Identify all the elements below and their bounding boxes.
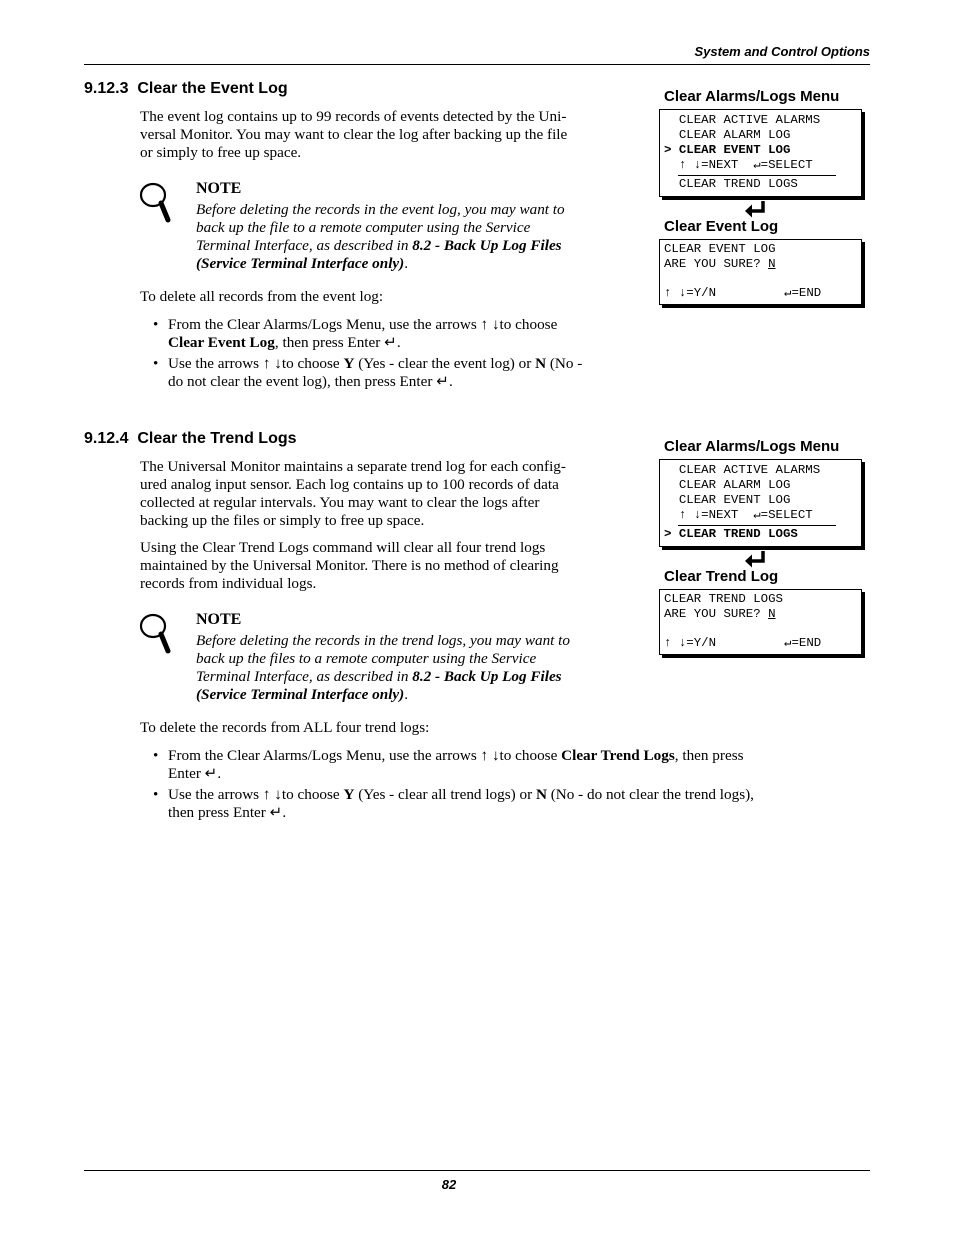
lcd-line: CLEAR TREND LOGS — [664, 177, 798, 191]
bullet-dot: • — [153, 355, 159, 372]
bullet-text: do not clear the event log), then press Enter ↵. — [168, 373, 453, 390]
note-line: back up the file to a remote computer using the Service — [196, 219, 531, 236]
bullet-dot: • — [153, 316, 159, 333]
lcd-line-selected: > CLEAR EVENT LOG — [664, 143, 791, 157]
figure-label-event: Clear Event Log — [664, 218, 779, 235]
magnifier-icon — [139, 611, 173, 655]
bullet-text: From the Clear Alarms/Logs Menu, use the arrows ↑ ↓to choose — [168, 316, 558, 333]
lcd-prompt: ARE YOU SURE? — [664, 607, 769, 621]
note-line: Before deleting the records in the trend logs, you may want to — [196, 632, 570, 649]
note-title: NOTE — [196, 180, 242, 197]
bullet-text: , then press — [674, 747, 744, 764]
lcd-line-selected: > CLEAR TREND LOGS — [664, 527, 798, 541]
note-title: NOTE — [196, 611, 242, 628]
lcd-hint-left: ↑ ↓=Y/N — [664, 286, 717, 300]
note-line: Terminal Interface, as described in — [196, 668, 413, 685]
lcd-answer: N — [768, 607, 776, 621]
lcd-menu-trend — [659, 459, 862, 547]
lcd-prompt: ARE YOU SURE? — [664, 257, 769, 271]
note-reference: 8.2 - Back Up Log Files — [412, 237, 562, 254]
text-line: The event log contains up to 99 records of events detected by the Uni- — [140, 108, 567, 125]
note-body — [196, 201, 646, 273]
bullet-text: From the Clear Alarms/Logs Menu, use the arrows ↑ ↓to choose — [168, 747, 562, 764]
section-heading-clear-trend-logs: 9.12.4 Clear the Trend Logs — [84, 430, 297, 447]
list-item — [153, 316, 648, 352]
bullet-dot: • — [153, 786, 159, 803]
text-line: collected at regular intervals. You may want to clear the logs after — [140, 494, 540, 511]
lcd-line: CLEAR EVENT LOG — [664, 493, 791, 507]
lcd-line-hint: ↑ ↓=NEXT ↵=SELECT — [664, 508, 813, 522]
note-reference: 8.2 - Back Up Log Files — [412, 668, 562, 685]
bullet-key: Y — [343, 786, 355, 803]
text-line: Using the Clear Trend Logs command will clear all four trend logs — [140, 539, 546, 556]
figure-label-menu: Clear Alarms/Logs Menu — [664, 88, 840, 105]
lcd-line — [664, 607, 776, 622]
bullet-text: Enter ↵. — [168, 765, 222, 782]
procedure-lead: To delete all records from the event log: — [140, 288, 384, 305]
lcd-line: CLEAR ALARM LOG — [664, 478, 791, 492]
lcd-line-hint: ↑ ↓=NEXT ↵=SELECT — [664, 158, 813, 172]
note-period: . — [404, 686, 409, 703]
bullet-dot: • — [153, 747, 159, 764]
lcd-menu-event — [659, 109, 862, 197]
intro-paragraph — [140, 108, 650, 162]
section-heading-clear-event-log: 9.12.3 Clear the Event Log — [84, 80, 288, 97]
running-header: System and Control Options — [694, 44, 870, 59]
lcd-line: CLEAR ALARM LOG — [664, 128, 791, 142]
list-item — [153, 786, 868, 822]
lcd-clear-trend — [659, 589, 862, 655]
figure-label-trend: Clear Trend Log — [664, 568, 779, 585]
bullet-menu-item: Clear Trend Logs — [561, 747, 675, 764]
note-reference-qualifier: (Service Terminal Interface only) — [196, 686, 405, 703]
note-period: . — [404, 255, 409, 272]
lcd-separator — [678, 175, 836, 176]
lcd-separator — [678, 525, 836, 526]
lcd-line: CLEAR ACTIVE ALARMS — [664, 463, 821, 477]
paragraph-trend-intro — [140, 458, 650, 530]
text-line: versal Monitor. You may want to clear the log after backing up the file — [140, 126, 568, 143]
bullet-key: N — [535, 355, 547, 372]
note-line: Before deleting the records in the event log, you may want to — [196, 201, 565, 218]
bullet-key: Y — [343, 355, 355, 372]
lcd-clear-event — [659, 239, 862, 305]
lcd-line: CLEAR EVENT LOG — [664, 242, 776, 256]
bullet-text: (No - — [546, 355, 583, 372]
note-body — [196, 632, 646, 704]
lcd-hint-right: ↵=END — [784, 286, 822, 300]
text-line: records from individual logs. — [140, 575, 317, 592]
footer-rule — [84, 1170, 870, 1171]
bullet-text: then press Enter ↵. — [168, 804, 287, 821]
bullet-text: Use the arrows ↑ ↓to choose — [168, 786, 344, 803]
enter-key-icon — [744, 550, 768, 570]
page-number: 82 — [441, 1177, 457, 1192]
text-line: ured analog input sensor. Each log contains up to 100 records of data — [140, 476, 559, 493]
note-reference-qualifier: (Service Terminal Interface only) — [196, 255, 405, 272]
header-rule — [84, 64, 870, 65]
bullet-text: (Yes - clear all trend logs) or — [354, 786, 536, 803]
magnifier-icon — [139, 180, 173, 224]
text-line: or simply to free up space. — [140, 144, 302, 161]
text-line: maintained by the Universal Monitor. There is no method of clearing — [140, 557, 559, 574]
lcd-hint-left: ↑ ↓=Y/N — [664, 636, 717, 650]
lcd-hint-right: ↵=END — [784, 636, 822, 650]
bullet-key: N — [535, 786, 547, 803]
lcd-line: CLEAR ACTIVE ALARMS — [664, 113, 821, 127]
figure-label-menu: Clear Alarms/Logs Menu — [664, 438, 840, 455]
list-item — [153, 747, 868, 783]
lcd-line: CLEAR TREND LOGS — [664, 592, 783, 606]
bullet-text: Use the arrows ↑ ↓to choose — [168, 355, 344, 372]
enter-key-icon — [744, 200, 768, 220]
note-line: back up the files to a remote computer using the Service — [196, 650, 537, 667]
lcd-answer: N — [768, 257, 776, 271]
paragraph-trend-scope — [140, 539, 650, 593]
note-line: Terminal Interface, as described in — [196, 237, 413, 254]
text-line: The Universal Monitor maintains a separate trend log for each config- — [140, 458, 566, 475]
bullet-text: (No - do not clear the trend logs), — [546, 786, 754, 803]
bullet-text: , then press Enter ↵. — [274, 334, 401, 351]
bullet-menu-item: Clear Event Log — [168, 334, 275, 351]
bullet-text: (Yes - clear the event log) or — [354, 355, 536, 372]
lcd-line — [664, 257, 776, 272]
procedure-lead: To delete the records from ALL four trend logs: — [140, 719, 430, 736]
text-line: backing up the files or simply to free up space. — [140, 512, 425, 529]
list-item — [153, 355, 648, 391]
